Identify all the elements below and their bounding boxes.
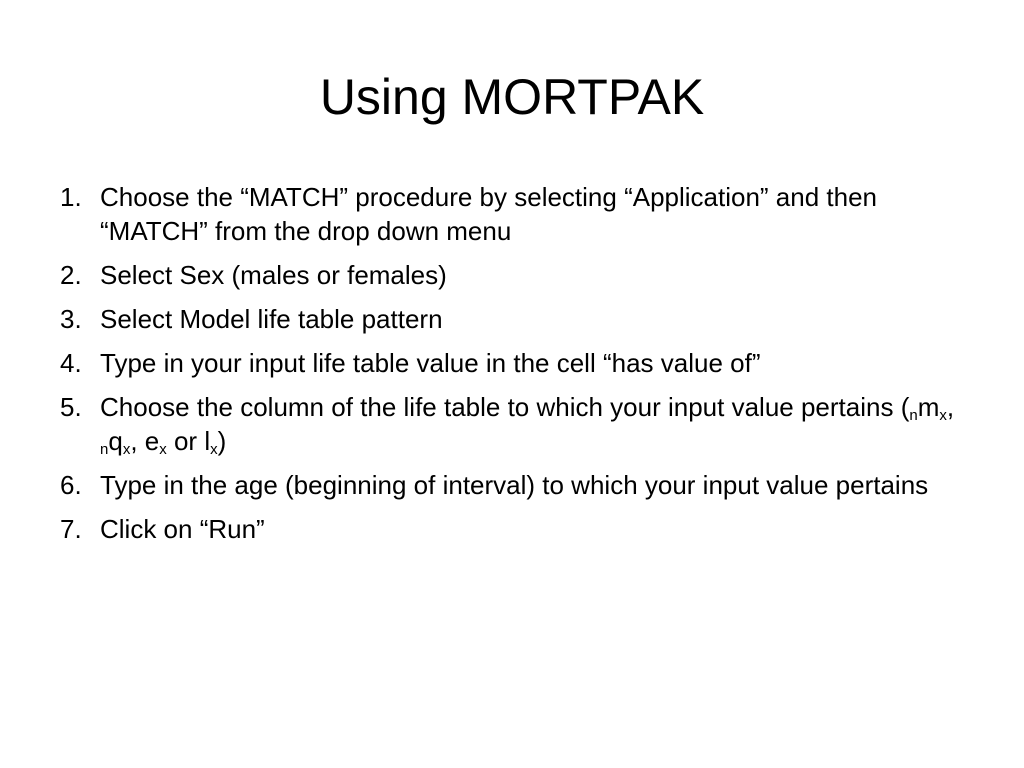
step-text: Select Model life table pattern [100, 304, 443, 334]
symbol-l: l [204, 426, 211, 456]
symbol-m: m [917, 392, 940, 422]
subscript-x: x [939, 407, 947, 424]
subscript-x: x [122, 441, 131, 458]
list-item [60, 512, 980, 546]
symbol-q: q [108, 426, 123, 456]
step-text: Select Sex (males or females) [100, 260, 447, 290]
steps-list [60, 180, 980, 556]
step-text: Choose the “MATCH” procedure by selecting “Application” and then “MATCH” from the drop down menu [100, 182, 878, 246]
step-number: 7. [60, 514, 82, 544]
step-number: 2. [60, 260, 82, 290]
subscript-x: x [159, 441, 167, 458]
slide-title: Using MORTPAK [319, 69, 705, 125]
subscript-n: n [100, 441, 109, 458]
step-number: 4. [60, 348, 82, 378]
step-number: 5. [60, 392, 82, 422]
comma: , [130, 426, 145, 456]
closing-parenthesis: ) [217, 426, 227, 456]
step-number: 6. [60, 470, 82, 500]
list-item [60, 390, 980, 458]
list-item [60, 258, 980, 292]
step-text-main: Choose the column of the life table to which your input value pertains ( [100, 392, 910, 422]
subscript-n: n [909, 407, 918, 424]
list-item [60, 302, 980, 336]
step-number: 1. [60, 182, 82, 212]
subscript-x: x [210, 441, 218, 458]
step-text: Type in your input life table value in the cell “has value of” [100, 348, 761, 378]
or-text: or [166, 426, 205, 456]
step-text: Type in the age (beginning of interval) to which your input value pertains [100, 470, 929, 500]
step-text: Click on “Run” [100, 514, 265, 544]
list-item [60, 346, 980, 380]
comma: , [946, 392, 955, 422]
symbol-e: e [144, 426, 160, 456]
list-item [60, 180, 980, 248]
list-item [60, 468, 980, 502]
step-number: 3. [60, 304, 82, 334]
step-text [100, 392, 954, 456]
